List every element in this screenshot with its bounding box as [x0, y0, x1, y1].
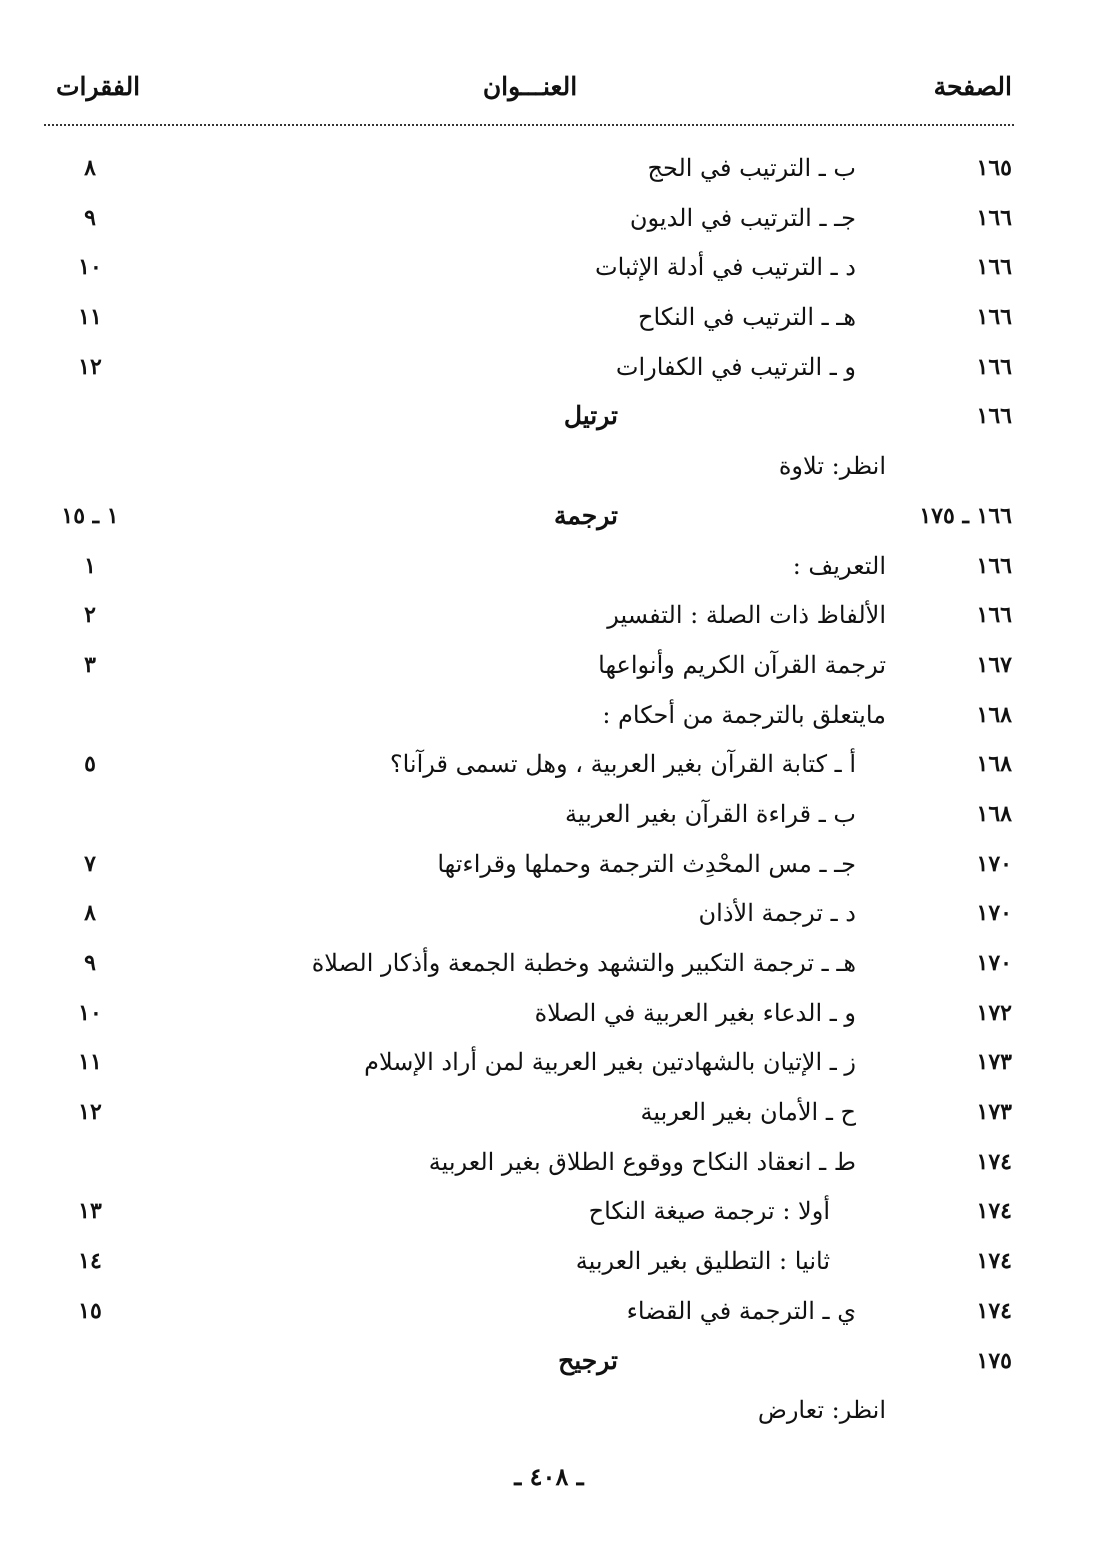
entry-title: ب ـ قراءة القرآن بغير العربية: [565, 799, 856, 828]
index-row: [0, 294, 1098, 344]
index-row: [0, 443, 1098, 493]
entry-page-number: ١٦٦: [976, 304, 1012, 331]
entry-page-number: ١٧٤: [976, 1198, 1012, 1225]
entry-title: جـ ـ الترتيب في الديون: [629, 203, 856, 232]
entry-page-number: ١٦٦: [976, 204, 1012, 231]
entry-page-number: ١٧٢: [976, 999, 1012, 1026]
entry-page-number: ١٦٦: [976, 552, 1012, 579]
entry-page-number: ١٦٦: [976, 254, 1012, 281]
entry-paragraphs: ١٤: [78, 1248, 102, 1275]
entry-heading: ترجمة: [553, 500, 618, 530]
index-row: [0, 1188, 1098, 1238]
entry-page-number: ١٦٨: [976, 751, 1012, 778]
index-row: [0, 841, 1098, 891]
entry-paragraphs: ٩: [84, 204, 96, 231]
index-row: [0, 543, 1098, 593]
entry-paragraphs: ١٠: [78, 999, 102, 1026]
entry-page-number: ١٧٣: [976, 1049, 1012, 1076]
index-row: [0, 940, 1098, 990]
index-row: [0, 145, 1098, 195]
entry-title: ح ـ الأمان بغير العربية: [640, 1098, 856, 1127]
index-row: [0, 890, 1098, 940]
index-row: [0, 344, 1098, 394]
entry-page-number: ١٦٨: [976, 800, 1012, 827]
index-row: [0, 493, 1098, 543]
entry-paragraphs: ١٥: [78, 1297, 102, 1324]
entry-title: و ـ الدعاء بغير العربية في الصلاة: [534, 998, 856, 1027]
index-entries: [0, 145, 1098, 1437]
index-row: [0, 1139, 1098, 1189]
index-row: [0, 990, 1098, 1040]
entry-paragraphs: ١٠: [78, 254, 102, 281]
entry-title: التعريف :: [792, 551, 886, 580]
index-row: [0, 195, 1098, 245]
index-row: [0, 741, 1098, 791]
entry-title: ب ـ الترتيب في الحج: [647, 154, 856, 182]
entry-title: د ـ ترجمة الأذان: [698, 899, 856, 928]
table-header: [40, 72, 1020, 112]
entry-page-number: ١٦٧: [976, 651, 1012, 678]
entry-page-number: ١٧٠: [976, 950, 1012, 976]
index-row: [0, 244, 1098, 294]
entry-title: ط ـ انعقاد النكاح ووقوع الطلاق بغير العربية: [428, 1147, 856, 1176]
entry-title: الألفاظ ذات الصلة : التفسير: [607, 601, 886, 630]
entry-title: هـ ـ ترجمة التكبير والتشهد وخطبة الجمعة وأذكار الصلاة: [311, 949, 856, 977]
entry-title: ثانيا : التطليق بغير العربية: [575, 1247, 830, 1276]
index-row: [0, 1338, 1098, 1388]
header-page-column: الصفحة: [933, 72, 1012, 101]
entry-paragraphs: ١٢: [78, 1099, 102, 1126]
entry-paragraphs: ١٣: [78, 1198, 102, 1225]
entry-page-number: ١٧٠: [976, 850, 1012, 877]
entry-paragraphs: ٢: [84, 602, 96, 629]
entry-title: أولا : ترجمة صيغة النكاح: [588, 1197, 830, 1226]
index-row: [0, 642, 1098, 692]
entry-page-number: ١٦٥: [976, 155, 1012, 181]
page-number: ـ ٤٠٨ ـ: [514, 1462, 584, 1491]
index-row: [0, 791, 1098, 841]
entry-page-number: ١٦٨: [976, 701, 1012, 728]
entry-paragraphs: ١١: [78, 1049, 102, 1076]
entry-paragraphs: ١١: [78, 304, 102, 331]
entry-page-number: ١٧٤: [976, 1148, 1012, 1175]
index-row: [0, 1089, 1098, 1139]
entry-page-number: ١٧٤: [976, 1248, 1012, 1275]
entry-paragraphs: ٩: [84, 950, 96, 976]
index-row: [0, 692, 1098, 742]
entry-page-number: ١٦٦: [976, 403, 1012, 430]
header-title-column: العنـــوان: [482, 72, 578, 101]
entry-paragraphs: ٨: [84, 900, 96, 927]
header-paragraphs-column: الفقرات: [56, 72, 141, 101]
entry-title: مايتعلق بالترجمة من أحكام :: [602, 700, 886, 729]
entry-title: ترجمة القرآن الكريم وأنواعها: [598, 650, 886, 679]
entry-title: هـ ـ الترتيب في النكاح: [638, 303, 856, 332]
index-row: [0, 1387, 1098, 1437]
entry-title: ي ـ الترجمة في القضاء: [626, 1296, 856, 1325]
dotted-divider: [44, 124, 1014, 126]
entry-title: جـ ـ مس المحْدِث الترجمة وحملها وقراءتها: [437, 849, 856, 878]
entry-page-number: ١٧٣: [976, 1099, 1012, 1126]
entry-paragraphs: ٨: [84, 155, 96, 181]
entry-page-number: ١٧٤: [976, 1297, 1012, 1324]
entry-title: انظر: تلاوة: [778, 452, 886, 481]
entry-page-number: ١٦٦: [976, 353, 1012, 380]
entry-paragraphs: ١: [84, 552, 96, 579]
entry-paragraphs: ١٢: [78, 353, 102, 380]
entry-title: ز ـ الإتيان بالشهادتين بغير العربية لمن أراد الإسلام: [364, 1048, 856, 1077]
index-row: [0, 393, 1098, 443]
entry-title: أ ـ كتابة القرآن بغير العربية ، وهل تسمى قرآنا؟: [389, 750, 856, 779]
entry-title: انظر: تعارض: [757, 1396, 886, 1425]
entry-page-number: ١٧٠: [976, 900, 1012, 927]
entry-paragraphs: ٣: [84, 651, 96, 678]
entry-page-number: ١٧٥: [976, 1347, 1012, 1374]
entry-paragraphs: ٥: [84, 751, 96, 778]
entry-title: د ـ الترتيب في أدلة الإثبات: [594, 253, 856, 282]
entry-page-number: ١٦٦: [976, 602, 1012, 629]
entry-heading: ترجيح: [558, 1345, 618, 1375]
entry-page-number: ١٦٦ ـ ١٧٥: [919, 502, 1012, 529]
index-row: [0, 1039, 1098, 1089]
index-row: [0, 592, 1098, 642]
entry-heading: ترتيل: [563, 401, 618, 431]
index-row: [0, 1288, 1098, 1338]
entry-paragraphs: ٧: [84, 850, 96, 877]
entry-paragraphs: ١ ـ ١٥: [61, 502, 119, 529]
index-row: [0, 1238, 1098, 1288]
entry-title: و ـ الترتيب في الكفارات: [615, 352, 856, 381]
